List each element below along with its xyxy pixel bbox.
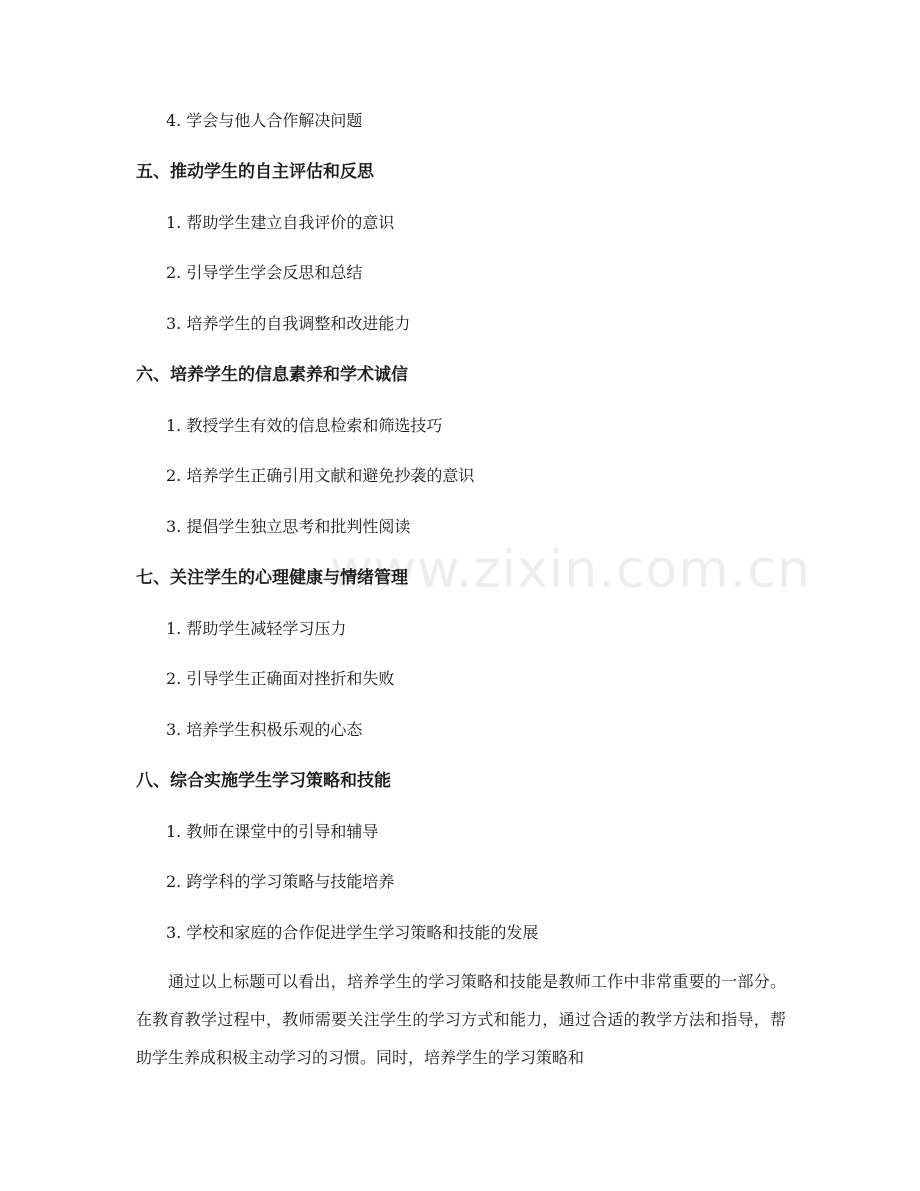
list-item: 2. 培养学生正确引用文献和避免抄袭的意识: [166, 466, 475, 485]
list-item: 2. 跨学科的学习策略与技能培养: [166, 872, 395, 891]
watermark: www.zixin.com.cn: [330, 540, 811, 600]
section-heading: 六、培养学生的信息素养和学术诚信: [136, 365, 408, 385]
list-item: 1. 帮助学生建立自我评价的意识: [166, 213, 395, 232]
list-item: 3. 提倡学生独立思考和批判性阅读: [166, 517, 411, 536]
list-item: 1. 教师在课堂中的引导和辅导: [166, 822, 379, 841]
list-item: 1. 教授学生有效的信息检索和筛选技巧: [166, 416, 443, 435]
section-heading: 五、推动学生的自主评估和反思: [136, 162, 374, 182]
list-item: 4. 学会与他人合作解决问题: [166, 111, 363, 130]
conclusion-paragraph: 通过以上标题可以看出，培养学生的学习策略和技能是教师工作中非常重要的一部分。在教育教学过程中，教师需要关注学生的学习方式和能力，通过合适的教学方法和指导，帮助学生养成积极主动学习的习惯。同时，培养学生的学习策略和: [136, 972, 786, 1067]
section-heading: 七、关注学生的心理健康与情绪管理: [136, 568, 408, 588]
list-item: 1. 帮助学生减轻学习压力: [166, 619, 347, 638]
list-item: 2. 引导学生正确面对挫折和失败: [166, 669, 395, 688]
list-item: 3. 培养学生积极乐观的心态: [166, 720, 363, 739]
list-item: 2. 引导学生学会反思和总结: [166, 263, 363, 282]
section-heading: 八、综合实施学生学习策略和技能: [136, 771, 391, 791]
list-item: 3. 培养学生的自我调整和改进能力: [166, 314, 411, 333]
list-item: 3. 学校和家庭的合作促进学生学习策略和技能的发展: [166, 923, 539, 942]
